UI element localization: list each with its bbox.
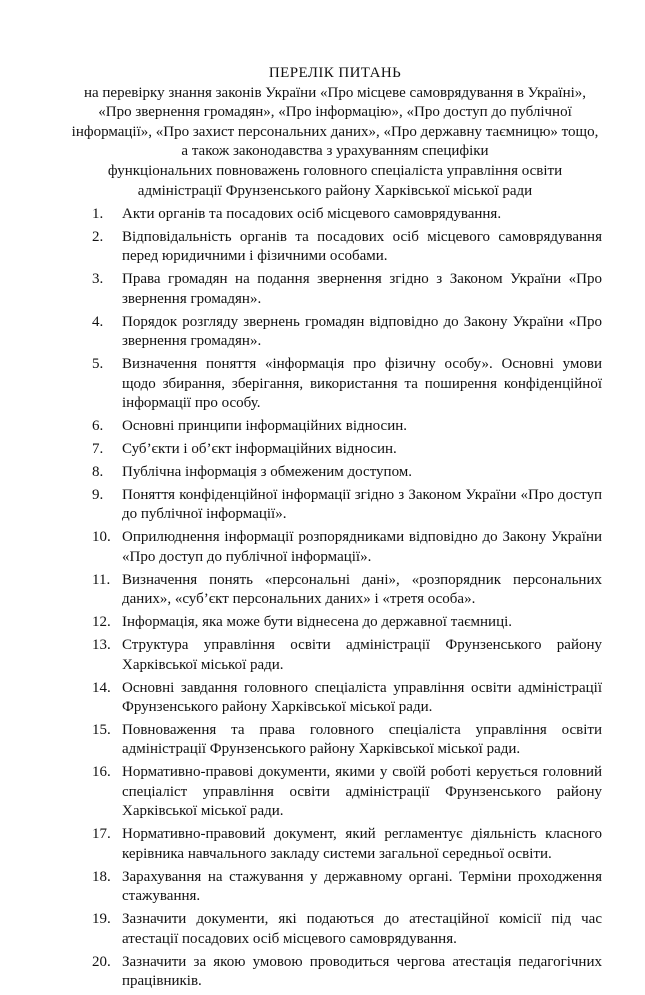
list-item — [92, 463, 602, 482]
item-number: 13. — [92, 637, 111, 654]
header-line: адміністрації Фрунзенського району Харківської міської ради — [137, 182, 533, 199]
item-number: 2. — [92, 229, 104, 245]
list-item — [92, 417, 602, 436]
list-item — [92, 613, 602, 632]
item-text: Порядок розгляду звернень громадян відповідно до Закону України «Про звернення громадян». — [122, 313, 602, 350]
item-text: Структура управління освіти адміністрації Фрунзенського району Харківської міської ради. — [122, 637, 602, 673]
item-number: 19. — [92, 911, 111, 928]
header-line: функціональних повноважень головного спеціаліста управління освіти — [107, 162, 563, 179]
item-text: Відповідальність органів та посадових осіб місцевого самоврядування перед юридичними і фізичними особами. — [122, 229, 602, 265]
list-item — [92, 313, 602, 352]
item-number: 14. — [92, 679, 111, 696]
item-text: Акти органів та посадових осіб місцевого самоврядування. — [122, 206, 502, 222]
list-item — [92, 825, 602, 864]
item-text: Зазначити за якою умовою проводиться чергова атестація педагогічних працівників. — [122, 953, 602, 989]
item-text: Права громадян на подання звернення згідно з Законом України «Про звернення громадян». — [122, 271, 602, 307]
item-number: 12. — [92, 614, 111, 631]
item-text: Нормативно-правові документи, якими у своїй роботі керується головний спеціаліст управління освіти адміністрації Фрунзенського району Харківської міської ради. — [122, 764, 602, 820]
item-text: Зазначити документи, які подаються до атестаційної комісії під час атестації посадових осіб місцевого самоврядування. — [122, 911, 602, 947]
item-text: Основні принципи інформаційних відносин. — [122, 418, 407, 435]
item-number: 7. — [92, 441, 104, 458]
list-item — [92, 440, 602, 459]
item-number: 3. — [92, 271, 104, 288]
questions-list — [92, 205, 602, 995]
list-item — [92, 763, 602, 821]
item-text: Оприлюднення інформації розпорядниками відповідно до Закону України «Про доступ до публічної інформації». — [122, 529, 602, 565]
list-item — [92, 270, 602, 309]
list-item — [92, 953, 602, 992]
item-text: Інформація, яка може бути віднесена до державної таємниці. — [122, 614, 513, 631]
item-text: Основні завдання головного спеціаліста управління освіти адміністрації Фрунзенського району Харківської міської ради. — [122, 679, 602, 716]
list-item — [92, 228, 602, 267]
list-item — [92, 721, 602, 760]
header-line: «Про звернення громадян», «Про інформацію», «Про доступ до публічної — [98, 104, 572, 121]
document-title: ПЕРЕЛІК ПИТАНЬ — [268, 65, 402, 81]
list-item — [92, 571, 602, 610]
item-number: 4. — [92, 313, 104, 330]
list-item — [92, 868, 602, 907]
item-text: Визначення понять «персональні дані», «розпорядник персональних даних», «суб’єкт персональних даних» і «третя особа». — [122, 571, 602, 608]
list-item — [92, 205, 602, 224]
item-text: Поняття конфіденційної інформації згідно з Законом України «Про доступ до публічної інформації». — [122, 487, 602, 523]
list-item — [92, 636, 602, 675]
list-item — [92, 910, 602, 949]
item-text: Суб’єкти і об’єкт інформаційних відносин. — [122, 441, 397, 458]
item-text: Нормативно-правовий документ, який регламентує діяльність класного керівника навчального закладу системи загальної середньої освіти. — [122, 826, 602, 862]
item-number: 10. — [92, 529, 111, 546]
item-text: Визначення поняття «інформація про фізичну особу». Основні умови щодо збирання, зберігання, використання та поширення конфіденційної інформації про особу. — [122, 356, 602, 412]
item-number: 11. — [92, 571, 111, 588]
item-number: 15. — [92, 722, 111, 739]
list-item — [92, 355, 602, 413]
list-item — [92, 528, 602, 567]
header-line: а також законодавства з урахуванням специфіки — [181, 143, 489, 160]
item-number: 17. — [92, 826, 111, 843]
item-number: 5. — [92, 356, 104, 373]
item-text: Зарахування на стажування у державному органі. Терміни проходження стажування. — [122, 868, 602, 905]
item-number: 16. — [92, 764, 111, 781]
header-line: інформації», «Про захист персональних даних», «Про державну таємницю» тощо, — [71, 123, 599, 140]
item-number: 18. — [92, 868, 111, 885]
item-number: 20. — [92, 953, 111, 970]
item-number: 8. — [92, 464, 104, 481]
item-number: 1. — [92, 206, 104, 222]
list-item — [92, 486, 602, 525]
document-header — [40, 64, 630, 201]
item-number: 6. — [92, 418, 104, 435]
header-line: на перевірку знання законів України «Про місцеве самоврядування в Україні», — [83, 84, 587, 101]
item-number: 9. — [92, 487, 104, 504]
item-text: Публічна інформація з обмеженим доступом. — [122, 464, 413, 481]
list-item — [92, 679, 602, 718]
item-text: Повноваження та права головного спеціаліста управління освіти адміністрації Фрунзенського району Харківської міської ради. — [122, 722, 602, 758]
